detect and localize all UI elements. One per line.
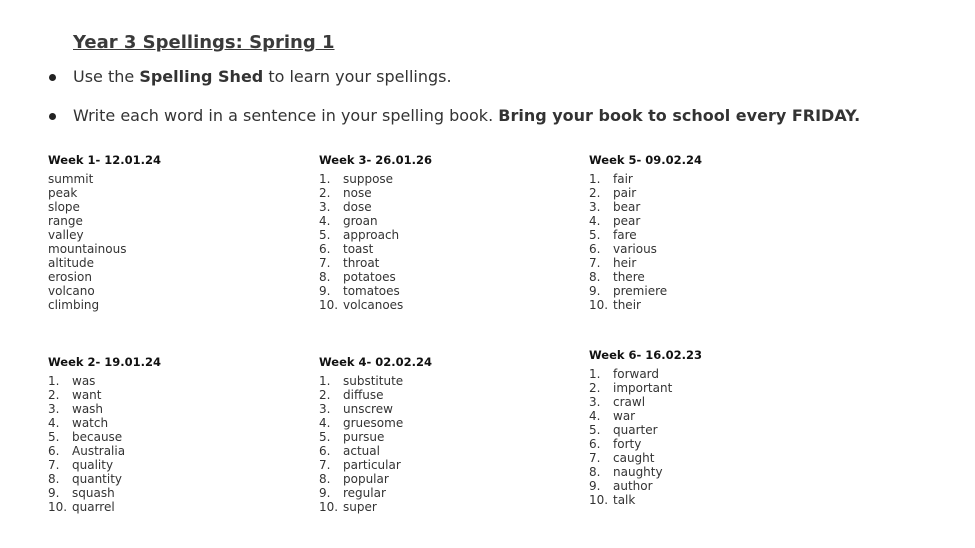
spelling-word-row: [589, 479, 839, 493]
instruction-text-part: to learn your spellings.: [263, 67, 452, 86]
spelling-word: toast: [343, 242, 374, 256]
spelling-word-row: [319, 388, 569, 402]
list-number: 4.: [319, 214, 331, 228]
list-number: 3.: [319, 200, 331, 214]
spelling-word: fair: [613, 172, 633, 186]
instruction-text-part: Write each word in a sentence in your spelling book.: [73, 106, 499, 125]
spelling-word: fare: [613, 228, 637, 242]
spelling-word: there: [613, 270, 645, 284]
list-number: 2.: [589, 381, 601, 395]
instruction-text: [73, 67, 452, 86]
list-number: 9.: [589, 284, 601, 298]
spelling-word-row: [589, 284, 839, 298]
spelling-word-row: [48, 458, 298, 472]
spelling-word: popular: [343, 472, 389, 486]
spelling-word: was: [72, 374, 96, 388]
list-number: 6.: [48, 444, 60, 458]
spelling-word-row: [48, 388, 298, 402]
word-list: [589, 367, 839, 507]
spelling-word: substitute: [343, 374, 404, 388]
list-number: 5.: [589, 423, 601, 437]
list-number: 1.: [319, 172, 331, 186]
spelling-word-row: [589, 437, 839, 451]
spelling-word: valley: [48, 228, 84, 242]
list-number: 4.: [319, 416, 331, 430]
week-1-list: [48, 152, 298, 312]
spelling-word: peak: [48, 186, 78, 200]
instruction-emphasis: Spelling Shed: [139, 67, 264, 86]
spelling-word: forward: [613, 367, 660, 381]
spelling-word: war: [613, 409, 636, 423]
word-list: [319, 172, 569, 312]
spelling-word: gruesome: [343, 416, 404, 430]
spelling-word-row: [48, 500, 298, 514]
spelling-word: pursue: [343, 430, 385, 444]
spelling-word-row: [319, 284, 569, 298]
spelling-word-row: [319, 242, 569, 256]
week-5-list: [589, 152, 839, 312]
list-number: 4.: [589, 214, 601, 228]
spelling-word-row: [319, 186, 569, 200]
spelling-word-row: [589, 186, 839, 200]
spelling-word: particular: [343, 458, 401, 472]
spelling-word-row: [319, 214, 569, 228]
spelling-word: crawl: [613, 395, 646, 409]
spelling-word-row: [319, 172, 569, 186]
list-number: 9.: [319, 284, 331, 298]
spelling-word-row: [589, 409, 839, 423]
spelling-word: actual: [343, 444, 380, 458]
spelling-word-row: [589, 214, 839, 228]
spelling-word-row: [48, 284, 298, 298]
spelling-word-row: [319, 200, 569, 214]
spelling-word: dose: [343, 200, 372, 214]
list-number: 8.: [589, 270, 601, 284]
instruction-text-part: Use the: [73, 67, 140, 86]
spelling-word: quality: [72, 458, 114, 472]
spelling-word-row: [48, 472, 298, 486]
spelling-word-row: [319, 430, 569, 444]
spelling-word-row: [319, 458, 569, 472]
list-number: 10.: [589, 493, 609, 507]
week-heading: Week 4- 02.02.24: [319, 355, 433, 369]
spelling-word-row: [319, 416, 569, 430]
list-number: 2.: [319, 186, 331, 200]
list-number: 9.: [589, 479, 601, 493]
spelling-word-row: [319, 270, 569, 284]
spelling-word: mountainous: [48, 242, 127, 256]
spelling-word: caught: [613, 451, 655, 465]
spelling-word-row: [319, 298, 569, 312]
list-number: 1.: [589, 367, 601, 381]
week-4-list: [319, 354, 569, 514]
spelling-word-row: [48, 242, 298, 256]
spelling-word: squash: [72, 486, 115, 500]
spelling-word: pear: [613, 214, 641, 228]
spelling-word: premiere: [613, 284, 668, 298]
spelling-word: bear: [613, 200, 641, 214]
week-heading: Week 2- 19.01.24: [48, 355, 162, 369]
spelling-word-row: [589, 395, 839, 409]
spelling-word: watch: [72, 416, 109, 430]
list-number: 2.: [319, 388, 331, 402]
list-number: 7.: [589, 451, 601, 465]
list-number: 10.: [589, 298, 609, 312]
week-heading: Week 6- 16.02.23: [589, 348, 703, 362]
list-number: 8.: [48, 472, 60, 486]
spelling-word: important: [613, 381, 673, 395]
list-number: 7.: [319, 256, 331, 270]
list-number: 5.: [319, 228, 331, 242]
week-heading: Week 1- 12.01.24: [48, 153, 162, 167]
spelling-word: forty: [613, 437, 642, 451]
list-number: 3.: [48, 402, 60, 416]
spelling-word: super: [343, 500, 377, 514]
spelling-word-row: [589, 256, 839, 270]
spelling-word-row: [48, 200, 298, 214]
spelling-word: pair: [613, 186, 637, 200]
list-number: 1.: [589, 172, 601, 186]
spelling-word-row: [589, 423, 839, 437]
spelling-word: diffuse: [343, 388, 384, 402]
spelling-word: unscrew: [343, 402, 393, 416]
list-number: 1.: [319, 374, 331, 388]
bullet-dot-icon: [49, 74, 56, 81]
list-number: 8.: [319, 270, 331, 284]
spelling-word-row: [589, 270, 839, 284]
spelling-word: want: [72, 388, 102, 402]
week-3-list: [319, 152, 569, 312]
spelling-word-row: [48, 416, 298, 430]
spelling-word-row: [589, 367, 839, 381]
bullet-dot-icon: [49, 113, 56, 120]
spelling-word-row: [48, 430, 298, 444]
spelling-word-row: [589, 493, 839, 507]
spelling-word: quarter: [613, 423, 658, 437]
spelling-word-row: [589, 381, 839, 395]
list-number: 7.: [319, 458, 331, 472]
list-number: 4.: [48, 416, 60, 430]
list-number: 9.: [319, 486, 331, 500]
spelling-word-row: [319, 374, 569, 388]
spelling-word-row: [319, 472, 569, 486]
spelling-word: climbing: [48, 298, 100, 312]
spelling-word-row: [319, 444, 569, 458]
list-number: 9.: [48, 486, 60, 500]
instruction-emphasis: Bring your book to school every FRIDAY.: [498, 106, 861, 125]
list-number: 1.: [48, 374, 60, 388]
week-2-list: [48, 354, 298, 514]
spelling-word-row: [48, 228, 298, 242]
spelling-word: slope: [48, 200, 80, 214]
spelling-word-row: [589, 228, 839, 242]
spelling-word-row: [48, 270, 298, 284]
spelling-word-row: [589, 465, 839, 479]
spelling-word: approach: [343, 228, 400, 242]
spelling-word: talk: [613, 493, 636, 507]
spelling-word-row: [319, 402, 569, 416]
spelling-word-row: [589, 451, 839, 465]
spelling-word: erosion: [48, 270, 92, 284]
spelling-word: tomatoes: [343, 284, 400, 298]
spelling-word: suppose: [343, 172, 394, 186]
spelling-word-row: [48, 374, 298, 388]
spelling-word-row: [48, 298, 298, 312]
spelling-word-row: [319, 228, 569, 242]
spelling-word-row: [48, 444, 298, 458]
spelling-word: potatoes: [343, 270, 396, 284]
spelling-word: summit: [48, 172, 94, 186]
spelling-word-row: [48, 172, 298, 186]
spelling-word: quantity: [72, 472, 123, 486]
list-number: 8.: [589, 465, 601, 479]
spelling-word: because: [72, 430, 123, 444]
word-list: [319, 374, 569, 514]
spelling-word-row: [48, 486, 298, 500]
list-number: 6.: [589, 242, 601, 256]
list-number: 7.: [589, 256, 601, 270]
list-number: 3.: [589, 200, 601, 214]
list-number: 8.: [319, 472, 331, 486]
list-number: 10.: [319, 500, 339, 514]
spelling-word: various: [613, 242, 657, 256]
spelling-word-row: [319, 500, 569, 514]
spelling-word: throat: [343, 256, 380, 270]
list-number: 4.: [589, 409, 601, 423]
spelling-word-row: [589, 242, 839, 256]
spelling-word: naughty: [613, 465, 663, 479]
list-number: 2.: [48, 388, 60, 402]
page-title: Year 3 Spellings: Spring 1: [73, 32, 335, 53]
spelling-word-row: [48, 256, 298, 270]
list-number: 3.: [589, 395, 601, 409]
spelling-word: volcano: [48, 284, 95, 298]
spelling-word: nose: [343, 186, 372, 200]
spelling-word-row: [48, 214, 298, 228]
word-list: [48, 172, 298, 312]
list-number: 10.: [48, 500, 68, 514]
spelling-word: range: [48, 214, 83, 228]
week-heading: Week 3- 26.01.26: [319, 153, 433, 167]
spelling-word: regular: [343, 486, 386, 500]
spelling-word-row: [319, 256, 569, 270]
list-number: 6.: [319, 444, 331, 458]
instruction-text: [73, 106, 860, 125]
list-number: 3.: [319, 402, 331, 416]
spelling-word: author: [613, 479, 653, 493]
word-list: [48, 374, 298, 514]
list-number: 10.: [319, 298, 339, 312]
list-number: 5.: [319, 430, 331, 444]
spelling-word: Australia: [72, 444, 126, 458]
spelling-word-row: [48, 186, 298, 200]
spelling-word-row: [589, 298, 839, 312]
spelling-word: their: [613, 298, 641, 312]
spelling-word: groan: [343, 214, 378, 228]
spelling-word-row: [589, 200, 839, 214]
list-number: 6.: [319, 242, 331, 256]
spelling-word: altitude: [48, 256, 95, 270]
list-number: 5.: [589, 228, 601, 242]
word-list: [589, 172, 839, 312]
week-6-list: [589, 347, 839, 507]
spelling-word-row: [48, 402, 298, 416]
spelling-word: volcanoes: [343, 298, 404, 312]
spelling-word-row: [319, 486, 569, 500]
spelling-word-row: [589, 172, 839, 186]
list-number: 7.: [48, 458, 60, 472]
spelling-word: wash: [72, 402, 104, 416]
spelling-word: quarrel: [72, 500, 115, 514]
spelling-word: heir: [613, 256, 637, 270]
list-number: 6.: [589, 437, 601, 451]
list-number: 2.: [589, 186, 601, 200]
list-number: 5.: [48, 430, 60, 444]
week-heading: Week 5- 09.02.24: [589, 153, 703, 167]
